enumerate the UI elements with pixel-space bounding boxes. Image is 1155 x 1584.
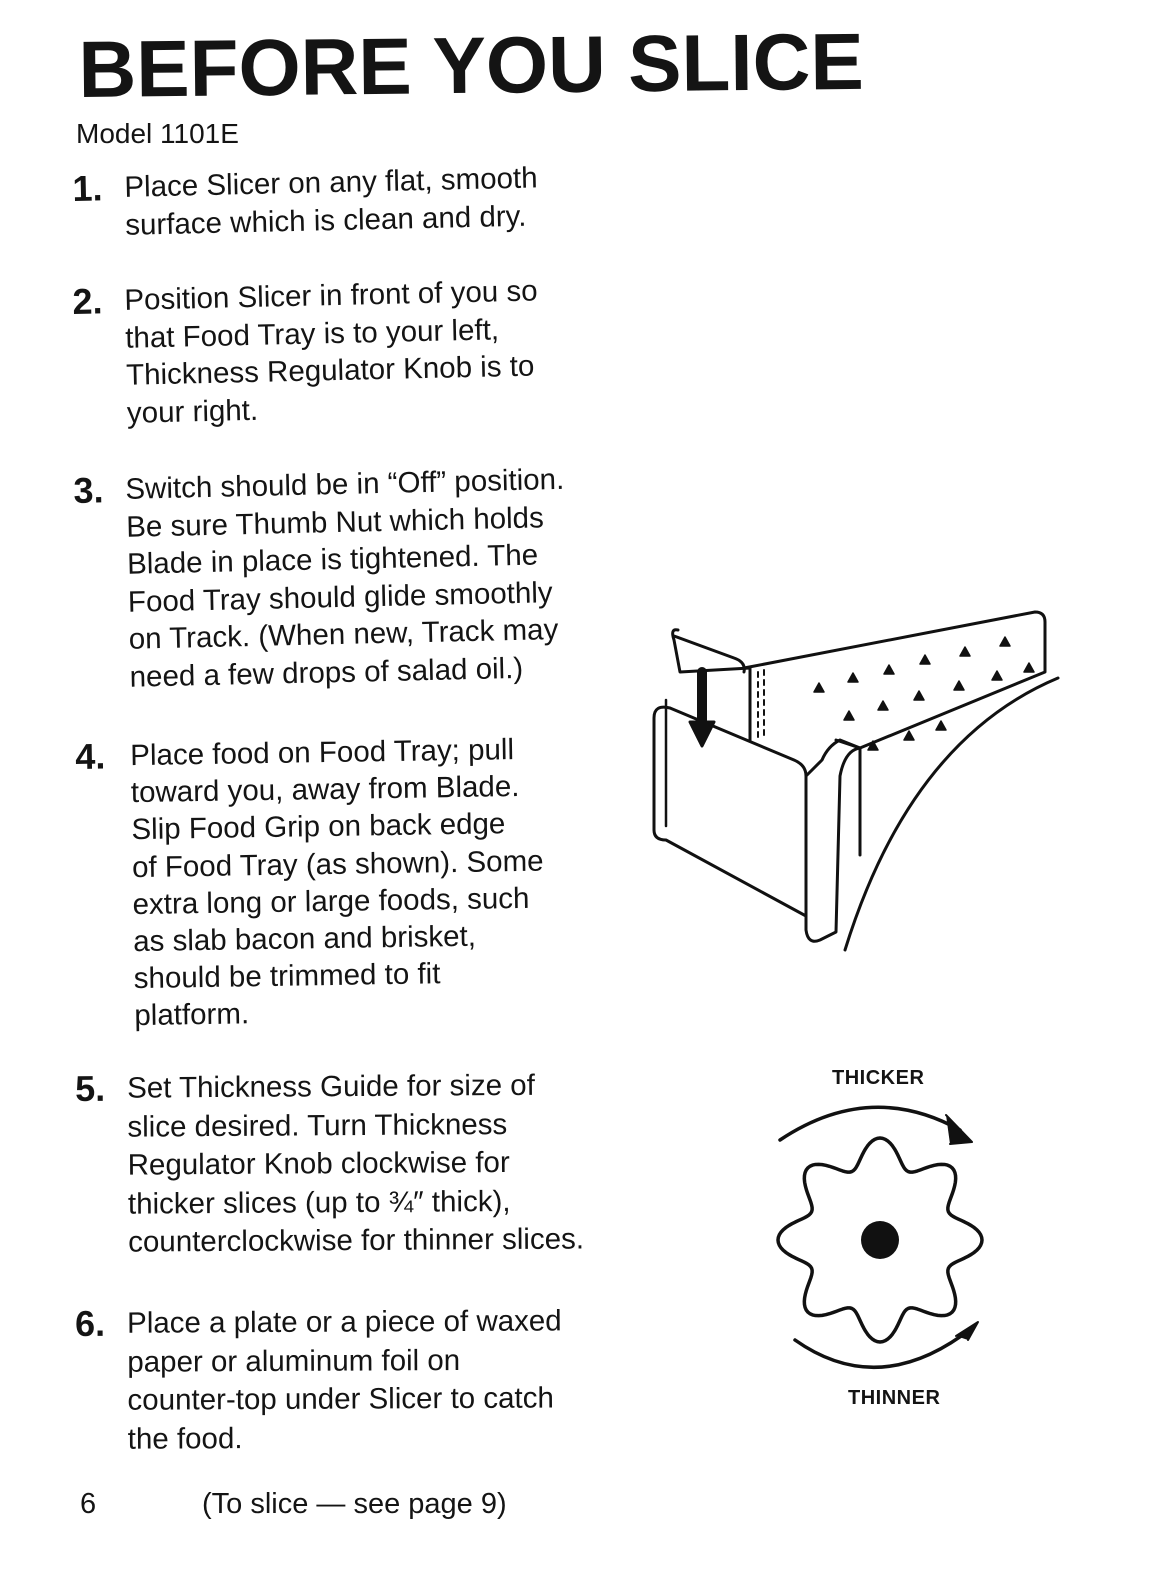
page-title: BEFORE YOU SLICE — [77, 16, 865, 114]
thinner-label: THINNER — [848, 1387, 941, 1409]
step-number: 3. — [72, 469, 104, 511]
step-text: Place a plate or a piece of waxed paper or aluminum foil on counter-top under Slicer to catch the food. — [127, 1304, 562, 1456]
step-number: 2. — [71, 280, 103, 322]
food-tray-illustration-icon — [640, 600, 1070, 960]
page-number: 6 — [80, 1488, 97, 1520]
step-text: Position Slicer in front of you so that Food Tray is to your left, Thickness Regulator Knob is to your right. — [124, 274, 538, 430]
step-text: Switch should be in “Off” position. Be sure Thumb Nut which holds Blade in place is tightened. The Food Tray should glide smoothly on Track. (When new, Track may need a few drops of salad oil.) — [125, 462, 565, 694]
model-number: Model 1101E — [76, 118, 239, 149]
step-1 — [71, 157, 632, 242]
step-number: 6. — [74, 1302, 106, 1344]
step-text: Set Thickness Guide for size of slice desired. Turn Thickness Regulator Knob clockwise for thicker slices (up to ¾″ thick), counterclockwise for thinner slices. — [127, 1068, 585, 1259]
step-number: 1. — [71, 167, 103, 209]
footer-note: (To slice — see page 9) — [202, 1488, 507, 1520]
step-number: 5. — [74, 1067, 106, 1109]
thicker-label: THICKER — [832, 1067, 925, 1089]
step-6 — [74, 1302, 635, 1456]
step-number: 4. — [74, 735, 106, 777]
step-2 — [71, 270, 632, 430]
step-5 — [74, 1066, 635, 1259]
step-3 — [72, 459, 633, 694]
step-4 — [74, 729, 635, 1033]
thickness-knob-icon — [760, 1060, 1000, 1420]
step-text: Place food on Food Tray; pull toward you, away from Blade. Slip Food Grip on back edge of Food Tray (as shown). Some extra long or large foods, such as slab bacon and brisket, should be trimmed to fit platform. — [130, 733, 544, 1033]
step-text: Place Slicer on any flat, smooth surface which is clean and dry. — [124, 161, 538, 242]
